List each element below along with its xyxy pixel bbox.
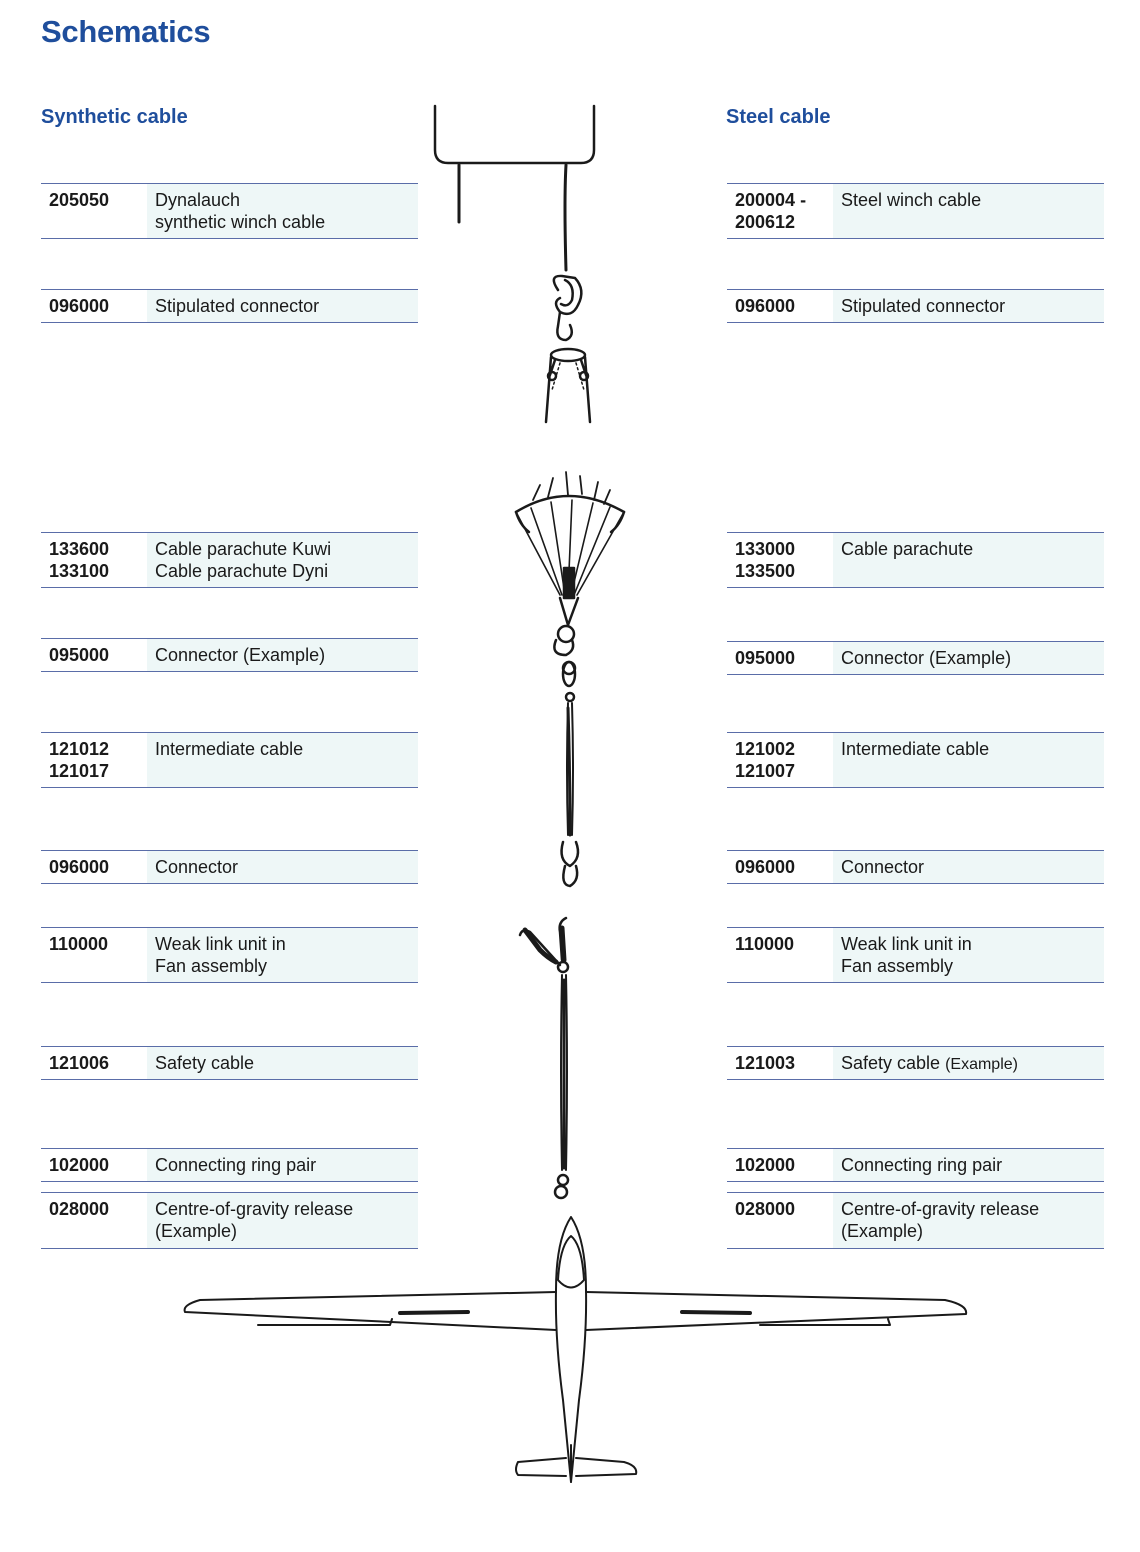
glider-icon bbox=[185, 1217, 967, 1482]
part-description: Connector (Example) bbox=[833, 642, 1104, 674]
part-number: 200004 - 200612 bbox=[727, 184, 833, 238]
cable-parachute-icon bbox=[516, 472, 624, 686]
part-description: Weak link unit in Fan assembly bbox=[147, 928, 418, 982]
part-description: Centre-of-gravity release (Example) bbox=[147, 1193, 418, 1248]
page-title: Schematics bbox=[41, 14, 211, 49]
part-number: 096000 bbox=[727, 851, 833, 883]
part-number: 121006 bbox=[41, 1047, 147, 1079]
part-number: 205050 bbox=[41, 184, 147, 238]
part-description: Connector (Example) bbox=[147, 639, 418, 671]
safety-cable-icon bbox=[555, 975, 568, 1198]
steel-cable-heading: Steel cable bbox=[726, 106, 831, 128]
part-number: 121003 bbox=[727, 1047, 833, 1079]
intermediate-cable-icon bbox=[562, 693, 578, 886]
part-number: 095000 bbox=[41, 639, 147, 671]
part-description: Centre-of-gravity release (Example) bbox=[833, 1193, 1104, 1248]
part-number: 121012 121017 bbox=[41, 733, 147, 787]
part-number: 102000 bbox=[727, 1149, 833, 1181]
part-number: 110000 bbox=[41, 928, 147, 982]
part-description-note: (Example) bbox=[945, 1056, 1018, 1073]
part-description: Connecting ring pair bbox=[147, 1149, 418, 1181]
hook-connector-icon bbox=[546, 276, 590, 422]
part-description: Connecting ring pair bbox=[833, 1149, 1104, 1181]
part-description-text: Safety cable bbox=[841, 1053, 941, 1073]
part-description: Connector bbox=[147, 851, 418, 883]
part-number: 096000 bbox=[41, 290, 147, 322]
synthetic-cable-heading: Synthetic cable bbox=[41, 106, 188, 128]
part-description: Cable parachute Kuwi Cable parachute Dyni bbox=[147, 533, 418, 587]
part-description: Cable parachute bbox=[833, 533, 1104, 587]
part-number: 133000 133500 bbox=[727, 533, 833, 587]
part-number: 096000 bbox=[727, 290, 833, 322]
part-description: Weak link unit in Fan assembly bbox=[833, 928, 1104, 982]
part-number: 110000 bbox=[727, 928, 833, 982]
part-description: Stipulated connector bbox=[833, 290, 1104, 322]
part-description: Intermediate cable bbox=[833, 733, 1104, 787]
part-number: 028000 bbox=[41, 1193, 147, 1248]
part-description: Stipulated connector bbox=[147, 290, 418, 322]
part-number: 133600 133100 bbox=[41, 533, 147, 587]
part-description: Dynalauch synthetic winch cable bbox=[147, 184, 418, 238]
weak-link-icon bbox=[520, 918, 568, 972]
part-description: Safety cable bbox=[147, 1047, 418, 1079]
part-description: Steel winch cable bbox=[833, 184, 1104, 238]
part-number: 028000 bbox=[727, 1193, 833, 1248]
part-number: 121002 121007 bbox=[727, 733, 833, 787]
part-description: Connector bbox=[833, 851, 1104, 883]
part-number: 102000 bbox=[41, 1149, 147, 1181]
part-description: Intermediate cable bbox=[147, 733, 418, 787]
part-number: 096000 bbox=[41, 851, 147, 883]
part-number: 095000 bbox=[727, 642, 833, 674]
winch-drum-icon bbox=[435, 106, 594, 270]
